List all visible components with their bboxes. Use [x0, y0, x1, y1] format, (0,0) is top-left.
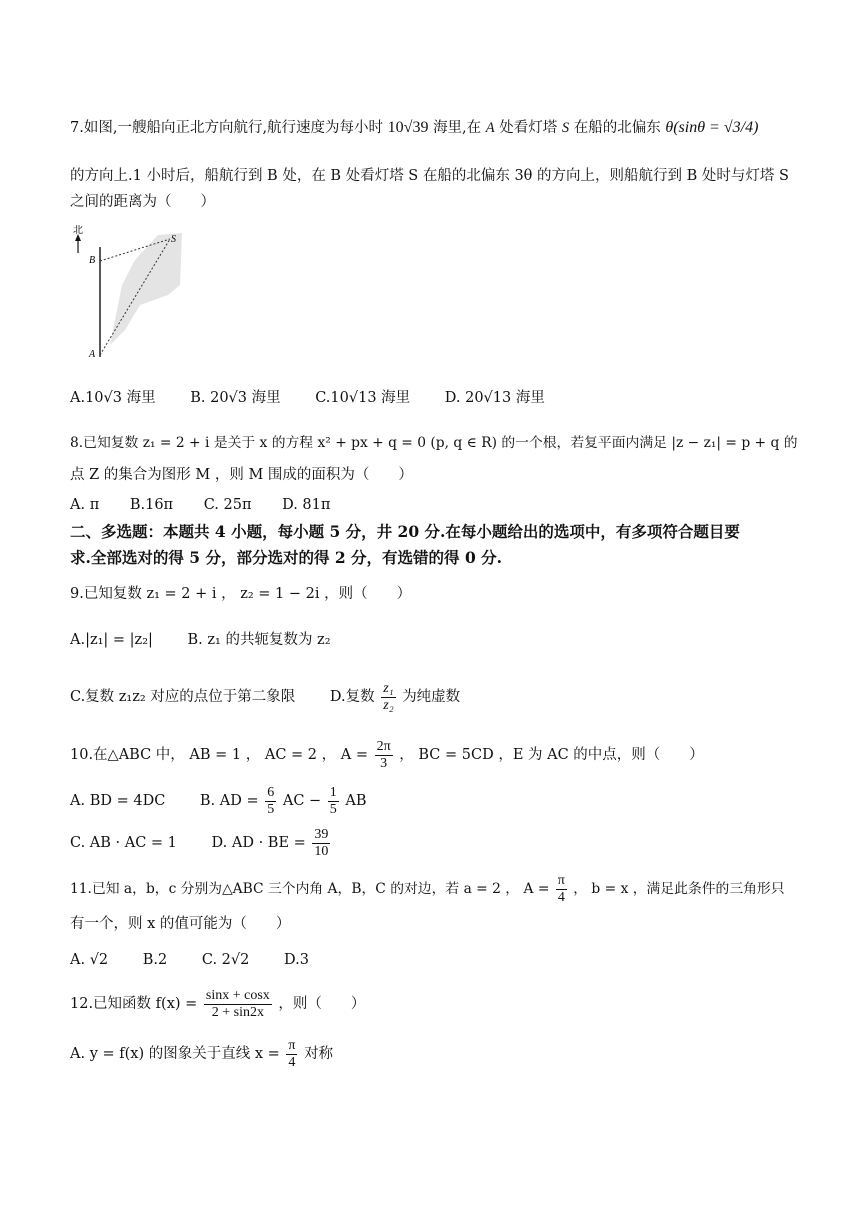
- q11-option-b: B.2: [142, 952, 168, 968]
- q7-speed: 10√39: [387, 119, 429, 136]
- q10-text-b: ， BC = 5CD ，E 为 AC 的中点，则（ ）: [399, 747, 704, 763]
- q7-option-c: C.10√13 海里: [315, 390, 411, 406]
- q12-line1: [70, 986, 365, 1022]
- q10-option-b-pre: B. AD =: [199, 793, 259, 809]
- fraction-denominator: 5: [329, 801, 337, 817]
- q9-option-a: A.|z₁| = |z₂|: [70, 632, 153, 648]
- fraction-numerator: π: [557, 873, 565, 888]
- q10-option-d-pre: D. AD · BE =: [211, 835, 306, 851]
- q11-line2: 有一个，则 x 的值可能为（ ）: [70, 916, 291, 932]
- q11-text-b: ， b = x ，满足此条件的三角形只: [573, 881, 785, 897]
- fraction-denominator: 10: [314, 843, 329, 859]
- q9-option-d-fraction: [381, 681, 395, 714]
- fraction-denominator: 4: [288, 1054, 296, 1070]
- q7-figure: [70, 225, 190, 365]
- fraction-denominator: z₂: [383, 697, 394, 713]
- q7-text-a: 7.如图,一艘船向正北方向航行,航行速度为每小时: [70, 120, 384, 136]
- q10-option-d-fraction: [312, 827, 330, 860]
- q8-line2: 点 Z 的集合为图形 M ，则 M 围成的面积为（ ）: [70, 467, 413, 483]
- section2-line2: 求.全部选对的得 5 分，部分选对的得 2 分，有选错的得 0 分.: [70, 548, 503, 567]
- q9-option-c: C.复数 z₁z₂ 对应的点位于第二象限: [70, 689, 296, 705]
- q10-options-cd: [70, 826, 332, 860]
- fraction-numerator: sinx + cosx: [205, 987, 270, 1003]
- q10-option-c: C. AB · AC = 1: [70, 835, 177, 851]
- q11-angle-fraction: [556, 873, 567, 906]
- q7-option-b: B. 20√3 海里: [190, 390, 281, 406]
- q10-line1: [70, 738, 704, 772]
- figure-shading: [110, 233, 182, 345]
- q8-option-b: B.16π: [129, 497, 174, 513]
- q10-option-a: A. BD = 4DC: [70, 793, 166, 809]
- q7-options: [70, 388, 545, 408]
- q12-option-a-pre: A. y = f(x) 的图象关于直线 x =: [70, 1046, 280, 1062]
- q8-line1: 8.已知复数 z₁ = 2 + i 是关于 x 的方程 x² + px + q = 0 (p, q ∈ R) 的一个根，若复平面内满足 |z − z₁| = p + q 的: [70, 435, 798, 451]
- q7-text-b: 海里,在: [433, 120, 482, 136]
- label-a: A: [89, 349, 96, 360]
- q10-option-b-mid: AC −: [282, 793, 322, 809]
- q10-option-b-post: AB: [345, 793, 367, 809]
- q8-option-d: D. 81π: [282, 497, 331, 513]
- q7-line2: 的方向上.1 小时后，船航行到 B 处，在 B 处看灯塔 S 在船的北偏东 3θ 的方向上，则船航行到 B 处时与灯塔 S: [70, 168, 789, 184]
- q11-option-a: A. √2: [70, 952, 109, 968]
- q12-option-a-fraction: [286, 1038, 297, 1071]
- fraction-denominator: 4: [557, 890, 565, 905]
- fraction-numerator: π: [288, 1037, 296, 1053]
- fraction-numerator: 6: [267, 784, 275, 800]
- q11-option-d: D.3: [283, 952, 309, 968]
- fraction-numerator: z₁: [383, 680, 394, 696]
- q9-option-d-pre: D.复数: [329, 689, 375, 705]
- q11-options: [70, 950, 309, 970]
- q10-options-ab: [70, 784, 367, 818]
- fraction-numerator: 39: [314, 826, 329, 842]
- q11-option-c: C. 2√2: [201, 952, 250, 968]
- q8-options: [70, 495, 330, 515]
- q11-text-a: 11.已知 a，b，c 分别为△ABC 三个内角 A，B，C 的对边，若 a = 2 ， A =: [70, 881, 550, 897]
- fraction-numerator: 2π: [376, 738, 391, 754]
- q7-point-a: A: [485, 120, 495, 136]
- q9-option-d-post: 为纯虚数: [402, 689, 461, 705]
- q11-line1: [70, 872, 785, 906]
- q12-text-pre: 12.已知函数 f(x) =: [70, 996, 198, 1012]
- q12-function-fraction: [204, 988, 272, 1021]
- q12-option-a-line: [70, 1036, 333, 1072]
- q7-line1: [70, 118, 758, 138]
- q7-option-a: A.10√3 海里: [70, 390, 156, 406]
- q10-option-b-frac1: [265, 785, 276, 818]
- q10-option-b-frac2: [328, 785, 339, 818]
- q7-option-d: D. 20√13 海里: [444, 390, 545, 406]
- q10-text-a: 10.在△ABC 中， AB = 1 ， AC = 2 ， A =: [70, 747, 368, 763]
- q9-line1: 9.已知复数 z₁ = 2 + i ， z₂ = 1 − 2i ，则（ ）: [70, 586, 412, 602]
- q8-option-c: C. 25π: [203, 497, 252, 513]
- section2-line1: 二、多选题：本题共 4 小题，每小题 5 分，井 20 分.在每小题给出的选项中，有多项符合题目要: [70, 522, 740, 541]
- q7-text-c: 处看灯塔: [499, 120, 558, 136]
- label-s: S: [171, 234, 176, 245]
- fraction-numerator: 1: [329, 784, 337, 800]
- q9-options-cd: [70, 680, 460, 714]
- q10-angle-fraction: [375, 739, 393, 772]
- q7-text-d: 在船的北偏东: [573, 120, 661, 136]
- fraction-denominator: 5: [267, 801, 275, 817]
- q12-option-a-post: 对称: [304, 1046, 334, 1062]
- q7-line3: 之间的距离为（ ）: [70, 194, 215, 210]
- q7-theta-condition: θ(sinθ = √3/4): [665, 119, 759, 136]
- q8-option-a: A. π: [70, 497, 100, 513]
- north-label: 北: [73, 225, 83, 236]
- q9-options-ab: [70, 630, 331, 650]
- fraction-denominator: 2 + sin2x: [211, 1004, 264, 1020]
- q7-point-s: S: [561, 120, 570, 136]
- label-b: B: [89, 255, 96, 266]
- fraction-denominator: 3: [380, 755, 388, 771]
- q12-text-post: ，则（ ）: [278, 996, 366, 1012]
- q9-option-b: B. z₁ 的共轭复数为 z₂: [187, 632, 331, 648]
